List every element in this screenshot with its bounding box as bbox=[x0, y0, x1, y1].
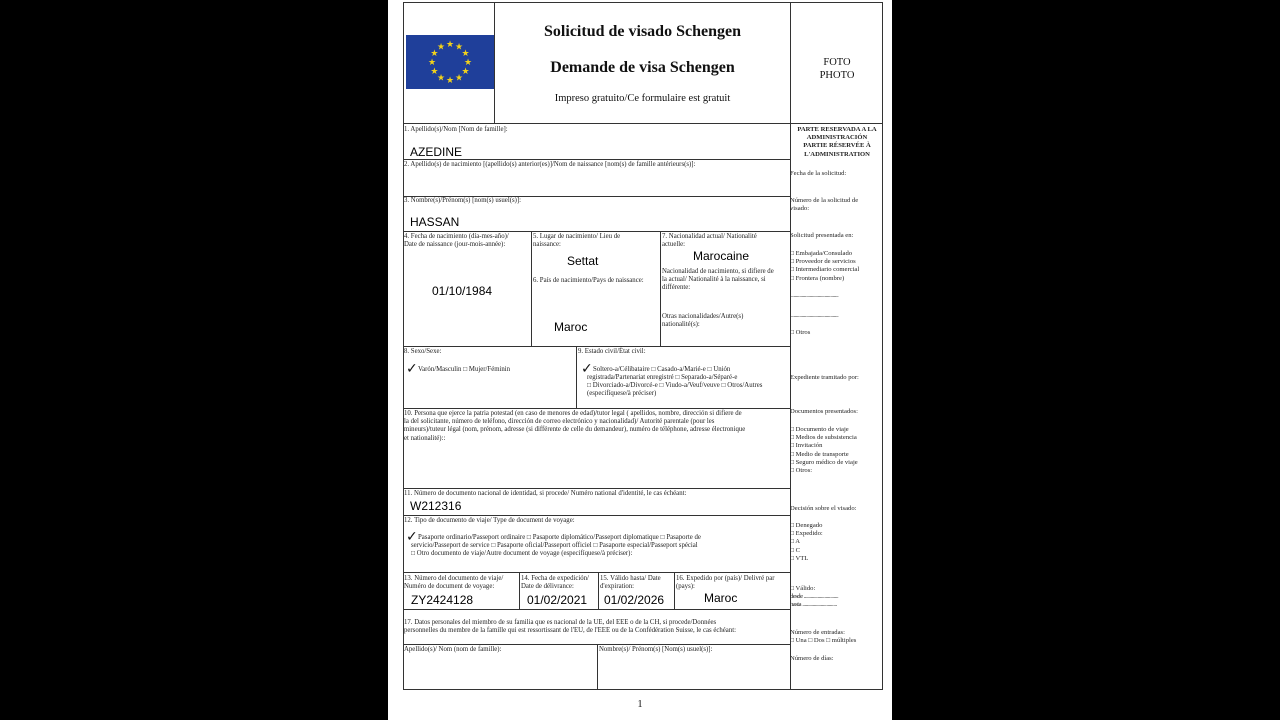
field-8-sex-options[interactable]: Varón/Masculin □ Mujer/Féminin bbox=[418, 366, 511, 373]
divider-3-4 bbox=[403, 231, 791, 232]
field-4-label-2: Date de naissance (jour-mois-année): bbox=[404, 241, 506, 249]
field-12-document-type-options[interactable] bbox=[418, 534, 790, 542]
field-10-label bbox=[404, 410, 789, 443]
field-7-birth-nationality-label bbox=[662, 268, 790, 293]
admin-documentos: Documentos presentados: bbox=[790, 408, 858, 415]
visa-form-page bbox=[388, 0, 892, 720]
field-7-label-1: 7. Nacionalidad actual/ Nationalité bbox=[662, 233, 757, 240]
field-15-label bbox=[600, 575, 661, 591]
field-6-label: 6. País de nacimiento/Pays de naissance: bbox=[533, 277, 644, 284]
option-embajada: □ Embajada/Consulado bbox=[790, 250, 853, 257]
field-9-line-3: □ Divorciado-a/Divorcé-e □ Viudo-a/Veuf/veuve □ Otros/Autres bbox=[587, 382, 763, 390]
field-3-name-value[interactable]: HASSAN bbox=[410, 215, 460, 229]
photo-placeholder bbox=[791, 56, 883, 82]
admin-hasta: hasta .............................. bbox=[790, 601, 837, 609]
flag-star-icon: ★ bbox=[436, 73, 446, 84]
field-12-line-3: □ Otro documento de viaje/Autre document de voyage (especifíquese/à préciser): bbox=[411, 550, 633, 558]
option-expedido: □ Expedido: bbox=[790, 530, 823, 538]
option-medios: □ Medios de subsistencia bbox=[790, 434, 857, 442]
admin-presentada-options bbox=[790, 250, 859, 283]
admin-numero bbox=[790, 197, 858, 213]
field-17-surname-label[interactable]: Apellido(s)/ Nom (nom de famille): bbox=[404, 646, 502, 653]
flag-star-icon: ★ bbox=[445, 40, 455, 50]
field-10-line-4: et nationalité):: bbox=[404, 434, 446, 442]
admin-heading-2: ADMINISTRACIÓN bbox=[806, 134, 868, 142]
flag-star-icon: ★ bbox=[430, 49, 439, 59]
field-12-line-2: servicio/Passeport de service □ Pasaporte oficial/Passeport officiel □ Pasaporte especial/Passeport spécial bbox=[411, 542, 698, 549]
eu-flag-icon bbox=[406, 35, 494, 89]
option-denegado: □ Denegado bbox=[790, 522, 823, 529]
field-7-birth-1: Nacionalidad de nacimiento, si difiere de bbox=[662, 268, 774, 275]
option-a: □ A bbox=[790, 538, 801, 546]
field-1-surname-value[interactable]: AZEDINE bbox=[410, 145, 463, 159]
admin-fecha: Fecha de la solicitud: bbox=[790, 170, 847, 177]
field-17-line-2: personnelles du membre de la famille qui est ressortissant de l'EU, de l'EEE ou de la Confédération Suisse, le cas échéant: bbox=[404, 627, 736, 635]
flag-star-icon: ★ bbox=[454, 73, 464, 84]
field-7-nationality-value[interactable]: Marocaine bbox=[693, 249, 750, 263]
admin-entradas-options: □ Una □ Dos □ múltiples bbox=[790, 637, 857, 645]
field-8-label: 8. Sexo/Sexe: bbox=[404, 348, 442, 355]
admin-dots-2: .......................................... bbox=[790, 312, 839, 319]
field-5-label bbox=[533, 233, 620, 249]
field-13-label-2: Numéro de document de voyage: bbox=[404, 583, 495, 591]
photo-label-es: FOTO bbox=[823, 57, 851, 68]
field-7-label bbox=[662, 233, 757, 249]
field-12-document-type-more[interactable] bbox=[411, 542, 790, 558]
field-7-label-2: actuelle: bbox=[662, 241, 686, 249]
option-intermediario: □ Intermediario comercial bbox=[790, 266, 860, 274]
option-otros-doc: □ Otros: bbox=[790, 467, 813, 475]
field-7-birth-2: la actual/ Nationalité à la naissance, si bbox=[662, 276, 766, 284]
vline-8-9 bbox=[576, 346, 577, 408]
field-1-label: 1. Apellido(s)/Nom [Nom de famille]: bbox=[404, 126, 508, 133]
field-9-line-4: (especifíquese/à préciser) bbox=[587, 390, 657, 398]
admin-presentada: Solicitud presentada en: bbox=[790, 232, 854, 239]
divider-16-17 bbox=[403, 609, 791, 610]
flag-star-icon: ★ bbox=[430, 67, 439, 77]
admin-entradas bbox=[790, 629, 856, 645]
admin-desde: desde .............................. bbox=[790, 593, 839, 601]
field-16-issuing-country-value[interactable]: Maroc bbox=[704, 591, 738, 605]
vline-13-14 bbox=[519, 572, 520, 609]
option-documento-viaje: □ Documento de viaje bbox=[790, 426, 849, 433]
flag-star-icon: ★ bbox=[436, 42, 446, 53]
field-13-label-1: 13. Número del documento de viaje/ bbox=[404, 575, 504, 582]
vline-5-7 bbox=[660, 231, 661, 346]
admin-valido-label: □ Válido: bbox=[790, 585, 816, 592]
field-3-label: 3. Nombre(s)/Prénom(s) [nom(s) usuel(s)]: bbox=[404, 197, 522, 204]
option-seguro: □ Seguro médico de viaje bbox=[790, 458, 858, 466]
field-14-label-1: 14. Fecha de expedición/ bbox=[521, 575, 589, 582]
field-12-label: 12. Tipo de documento de viaje/ Type de document de voyage: bbox=[404, 517, 575, 524]
title-french: Demande de visa Schengen bbox=[550, 59, 735, 76]
checkmark-icon: ✓ bbox=[406, 361, 418, 377]
divider-10-11 bbox=[403, 488, 791, 489]
admin-numero-2: visado: bbox=[790, 205, 810, 213]
vline-15-16 bbox=[674, 572, 675, 609]
field-13-label bbox=[404, 575, 503, 591]
flag-star-icon: ★ bbox=[427, 58, 437, 68]
divider-9-10 bbox=[403, 408, 791, 409]
field-9-civil-status-more[interactable] bbox=[587, 374, 790, 399]
field-16-label-1: 16. Expedido por (país)/ Delivré par bbox=[676, 575, 775, 582]
field-11-label: 11. Número de documento nacional de identidad, si procede/ Numéro national d'identité, le cas échéant: bbox=[404, 490, 687, 497]
admin-documentos-options bbox=[790, 426, 858, 475]
field-5-birthplace-value[interactable]: Settat bbox=[567, 254, 599, 268]
admin-numero-1: Número de la solicitud de bbox=[790, 197, 859, 204]
option-proveedor: □ Proveedor de servicios bbox=[790, 258, 856, 266]
flag-star-icon: ★ bbox=[445, 76, 455, 86]
admin-heading-1: PARTE RESERVADA A LA bbox=[797, 126, 877, 133]
field-17-label bbox=[404, 619, 789, 635]
field-9-line-1: Soltero-a/Célibataire □ Casado-a/Marié-e □ Unión bbox=[593, 366, 731, 373]
field-2-label: 2. Apellido(s) de nacimiento [(apellido(s) anterior(es)]/Nom de naissance [nom(s) de famille antérieurs(s)]: bbox=[404, 161, 696, 168]
flag-star-icon: ★ bbox=[461, 67, 470, 77]
admin-heading bbox=[791, 126, 883, 159]
admin-expediente: Expediente tramitado por: bbox=[790, 374, 859, 381]
field-9-label: 9. Estado civil/État civil: bbox=[578, 348, 646, 355]
field-17-line-1: 17. Datos personales del miembro de su familia que es nacional de la UE, del EEE o de la CH, si procede/Données bbox=[404, 619, 717, 626]
field-15-label-1: 15. Válido hasta/ Date bbox=[600, 575, 661, 582]
admin-heading-3: PARTIE RÉSERVÉE À bbox=[803, 142, 871, 150]
field-7-other-2: nationalité(s): bbox=[662, 321, 700, 329]
field-16-label-2: (pays): bbox=[676, 583, 695, 591]
option-transporte: □ Medio de transporte bbox=[790, 450, 849, 458]
vline-17-sub bbox=[597, 644, 598, 690]
divider-1-2 bbox=[403, 159, 791, 160]
divider-12-13 bbox=[403, 572, 791, 573]
photo-label-fr: PHOTO bbox=[819, 70, 855, 81]
field-13-passport-number-value[interactable]: ZY2424128 bbox=[411, 593, 474, 607]
field-10-line-2: la del solicitante, número de teléfono, dirección de correo electrónico y nacionalidad)/ Autorité parentale (pour les bbox=[404, 418, 715, 426]
field-15-expiry-date-value[interactable]: 01/02/2026 bbox=[604, 593, 665, 607]
admin-dots-1: .......................................... bbox=[790, 292, 839, 299]
field-7-other-nationalities-label bbox=[662, 313, 743, 329]
field-15-label-2: d'expiration: bbox=[600, 583, 635, 591]
field-14-label-2: Date de délivrance: bbox=[521, 583, 574, 591]
field-7-birth-3: différente: bbox=[662, 284, 691, 292]
free-form-notice: Impreso gratuito/Ce formulaire est gratuit bbox=[554, 93, 731, 104]
page-number: 1 bbox=[637, 699, 643, 710]
field-7-other-1: Otras nacionalidades/Autre(s) bbox=[662, 313, 744, 320]
flag-star-icon: ★ bbox=[463, 58, 473, 68]
title-spanish: Solicitud de visado Schengen bbox=[544, 23, 741, 40]
field-10-line-3: mineurs)/tuteur légal (nom, prénom, adresse (si différente de celle du demandeur), numéro de téléphone, adresse électronique bbox=[404, 426, 746, 434]
admin-entradas-label: Número de entradas: bbox=[790, 629, 845, 636]
checkmark-icon: ✓ bbox=[406, 529, 418, 545]
vline-14-15 bbox=[598, 572, 599, 609]
divider-11-12 bbox=[403, 515, 791, 516]
admin-valido bbox=[790, 585, 838, 610]
checkmark-icon: ✓ bbox=[581, 361, 593, 377]
field-10-line-1: 10. Persona que ejerce la patria potestad (en caso de menores de edad)/tutor legal ( apellidos, nombre, dirección si difiere de bbox=[404, 410, 742, 417]
admin-dias: Número de días: bbox=[790, 655, 834, 662]
field-9-civil-status-options[interactable] bbox=[593, 366, 790, 374]
option-invitacion: □ Invitación bbox=[790, 442, 823, 450]
flag-star-icon: ★ bbox=[461, 49, 470, 59]
field-11-id-number-value[interactable]: W212316 bbox=[410, 499, 462, 513]
field-14-issue-date-value[interactable]: 01/02/2021 bbox=[527, 593, 588, 607]
field-17-names-label[interactable]: Nombre(s)/ Prénom(s) [Nom(s) usuel(s)]: bbox=[599, 646, 713, 653]
field-9-line-2: registrada/Partenariat enregistré □ Separado-a/Séparé-e bbox=[587, 374, 738, 381]
admin-decision-options bbox=[790, 522, 823, 563]
field-4-birthdate-value[interactable]: 01/10/1984 bbox=[432, 284, 493, 298]
field-6-birth-country-value[interactable]: Maroc bbox=[554, 320, 588, 334]
vline-4-5 bbox=[531, 231, 532, 346]
option-c: □ C bbox=[790, 546, 801, 554]
admin-decision: Decisión sobre el visado: bbox=[790, 505, 857, 512]
admin-otros: □ Otros bbox=[790, 329, 811, 336]
field-5-label-2: naissance: bbox=[533, 241, 561, 249]
field-16-label bbox=[676, 575, 775, 591]
option-vtl: □ VTL bbox=[790, 554, 809, 562]
flag-star-icon: ★ bbox=[454, 42, 464, 53]
field-4-label bbox=[404, 233, 509, 249]
field-12-line-1: Pasaporte ordinario/Passeport ordinaire □ Pasaporte diplomático/Passeport diplomatique □ Pasaporte de bbox=[418, 534, 701, 541]
field-4-label-1: 4. Fecha de nacimiento (día-mes-año)/ bbox=[404, 233, 509, 240]
field-5-label-1: 5. Lugar de nacimiento/ Lieu de bbox=[533, 233, 621, 240]
divider-7-8 bbox=[403, 346, 791, 347]
field-14-label bbox=[521, 575, 589, 591]
option-frontera: □ Frontera (nombre) bbox=[790, 274, 845, 282]
admin-heading-4: L'ADMINISTRATION bbox=[804, 150, 870, 158]
